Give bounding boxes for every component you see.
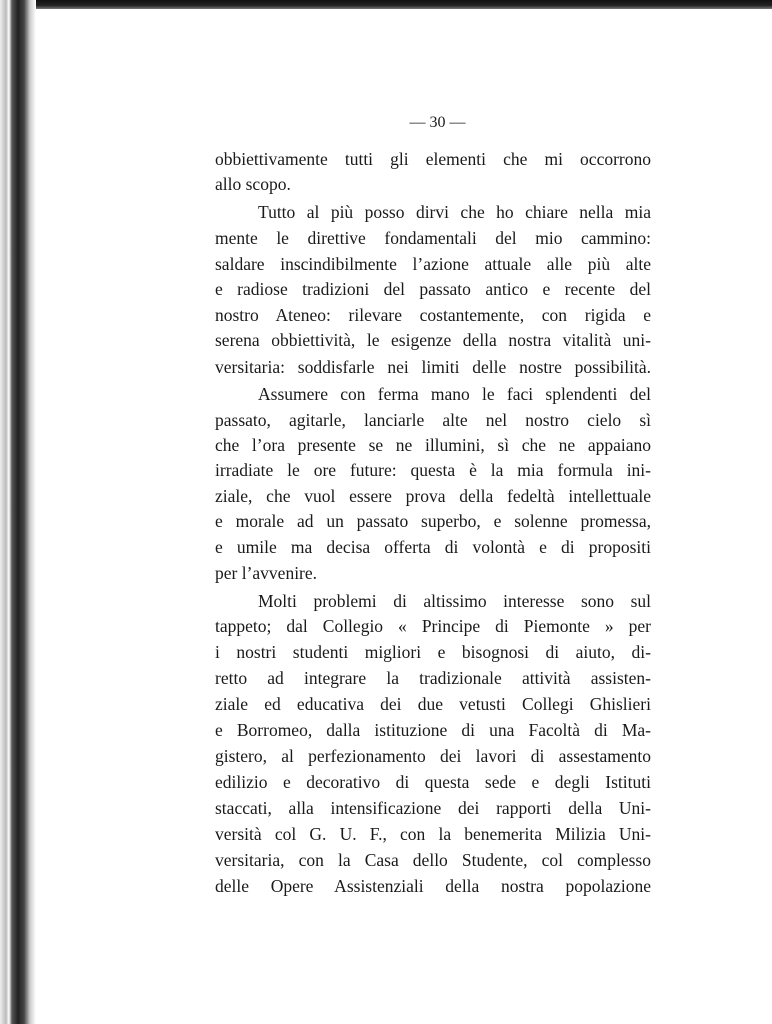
text-line bbox=[258, 201, 651, 223]
text-line bbox=[215, 641, 651, 663]
text-line bbox=[215, 745, 651, 767]
text-line bbox=[215, 148, 651, 170]
text-line-content: irradiate le ore future: questa è la mia formula ini- bbox=[215, 460, 651, 480]
text-line-content: e Borromeo, dalla istituzione di una Facoltà di Ma- bbox=[215, 720, 651, 740]
text-line-content: versitaria: soddisfarle nei limiti delle nostre possibilità. bbox=[215, 357, 651, 377]
text-line bbox=[215, 771, 651, 793]
text-line bbox=[215, 253, 651, 275]
text-line bbox=[215, 693, 651, 715]
text-line bbox=[215, 173, 651, 195]
text-line bbox=[215, 227, 651, 249]
text-line-content: tappeto; dal Collegio « Principe di Piemonte » per bbox=[215, 616, 651, 636]
text-line-content: e radiose tradizioni del passato antico e recente del bbox=[215, 279, 651, 299]
text-line bbox=[215, 797, 651, 819]
text-line bbox=[215, 849, 651, 871]
text-line-content: e morale ad un passato superbo, e solenne promessa, bbox=[215, 511, 651, 531]
text-line-content: Molti problemi di altissimo interesse sono sul bbox=[258, 591, 651, 611]
text-line-content: versità col G. U. F., con la benemerita Milizia Uni- bbox=[215, 824, 651, 844]
text-line bbox=[215, 329, 651, 351]
text-line bbox=[215, 304, 651, 326]
text-line bbox=[215, 278, 651, 300]
text-line-content: che l’ora presente se ne illumini, sì che ne appaiano bbox=[215, 435, 651, 455]
text-line-content: retto ad integrare la tradizionale attività assisten- bbox=[215, 668, 651, 688]
text-line-content: gistero, al perfezionamento dei lavori di assestamento bbox=[215, 746, 651, 766]
text-line bbox=[215, 409, 651, 431]
text-line-content: i nostri studenti migliori e bisognosi di aiuto, di- bbox=[215, 642, 651, 662]
text-line-content: passato, agitarle, lanciarle alte nel nostro cielo sì bbox=[215, 410, 651, 430]
text-line bbox=[215, 536, 651, 558]
text-line-content: obbiettivamente tutti gli elementi che mi occorrono bbox=[215, 149, 651, 169]
text-line-content: saldare inscindibilmente l’azione attuale alle più alte bbox=[215, 254, 651, 274]
text-line-content: ziale, che vuol essere prova della fedeltà intellettuale bbox=[215, 486, 651, 506]
text-line bbox=[215, 719, 651, 741]
text-line-content: Assumere con ferma mano le faci splendenti del bbox=[258, 384, 651, 404]
text-line-content: edilizio e decorativo di questa sede e degli Istituti bbox=[215, 772, 651, 792]
text-line-content: ziale ed educativa dei due vetusti Collegi Ghislieri bbox=[215, 694, 651, 714]
text-line-content: versitaria, con la Casa dello Studente, col complesso bbox=[215, 850, 651, 870]
text-line-content: e umile ma decisa offerta di volontà e di propositi bbox=[215, 537, 651, 557]
scan-binding-edge bbox=[0, 0, 36, 1024]
text-line-content: serena obbiettività, le esigenze della nostra vitalità uni- bbox=[215, 330, 651, 350]
text-line-content: per l’avvenire. bbox=[215, 563, 318, 583]
text-line bbox=[215, 615, 651, 637]
text-line bbox=[215, 667, 651, 689]
text-line bbox=[258, 383, 651, 405]
text-line bbox=[258, 590, 651, 612]
scan-top-border bbox=[0, 0, 772, 9]
text-line bbox=[215, 356, 651, 378]
text-line bbox=[215, 823, 651, 845]
page-number: — 30 — bbox=[409, 114, 466, 131]
text-line bbox=[215, 562, 651, 584]
text-line-content: allo scopo. bbox=[215, 174, 291, 194]
text-line bbox=[215, 434, 651, 456]
text-line-content: Tutto al più posso dirvi che ho chiare nella mia bbox=[258, 202, 651, 222]
text-line-content: staccati, alla intensificazione dei rapporti della Uni- bbox=[215, 798, 651, 818]
text-line bbox=[215, 485, 651, 507]
text-line bbox=[215, 510, 651, 532]
text-line-content: delle Opere Assistenziali della nostra popolazione bbox=[215, 876, 651, 896]
text-line-content: mente le direttive fondamentali del mio cammino: bbox=[215, 228, 651, 248]
text-line-content: nostro Ateneo: rilevare costantemente, con rigida e bbox=[215, 305, 651, 325]
text-line bbox=[215, 875, 651, 897]
text-line bbox=[215, 459, 651, 481]
